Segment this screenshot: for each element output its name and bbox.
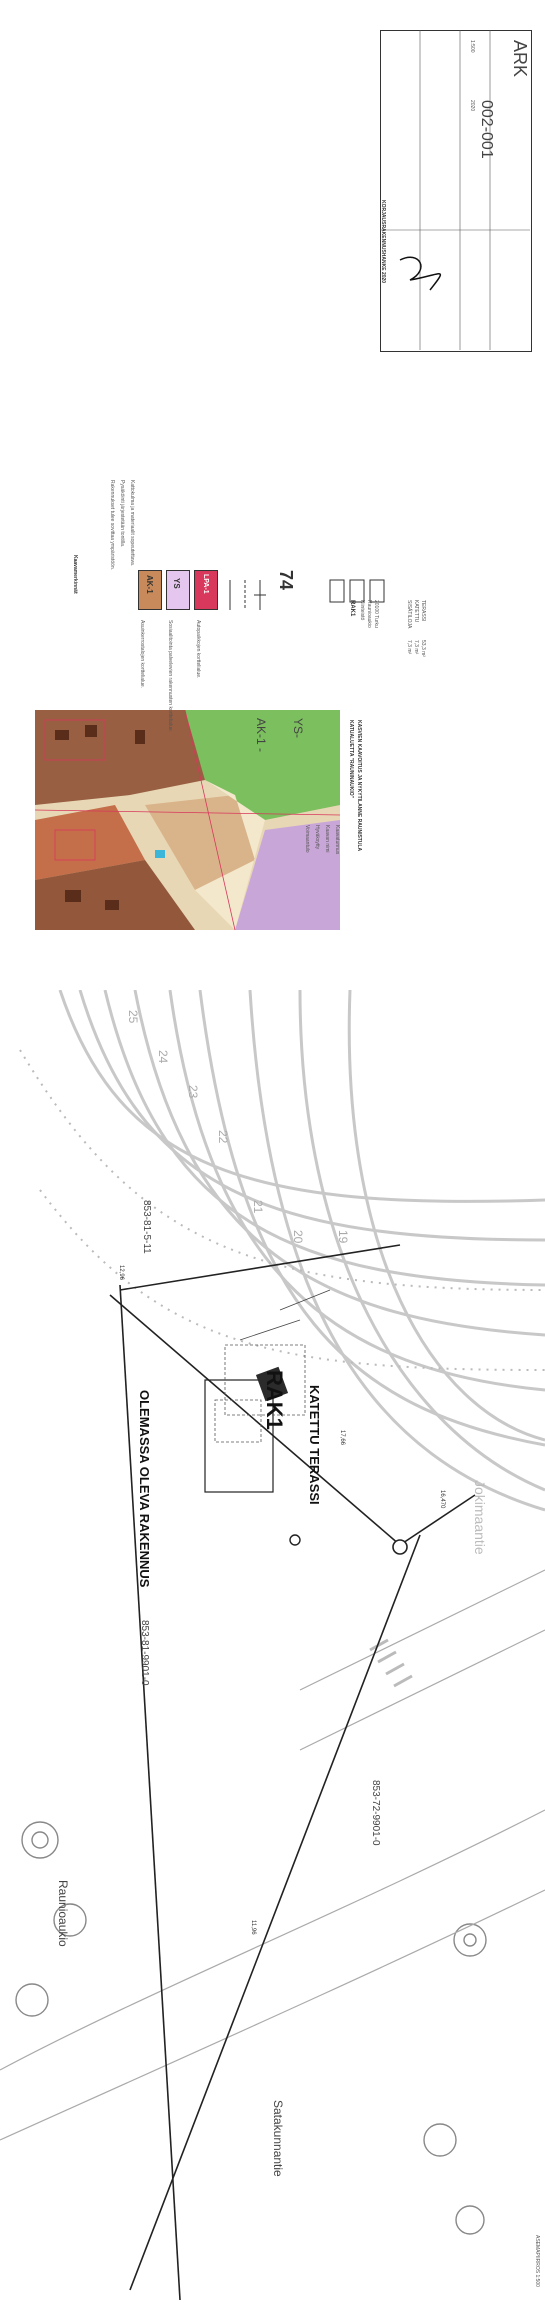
- contour-21: 21: [251, 1200, 265, 1214]
- zoning-caption-1: KASVIEN KAAVOITUS JA NYKYTILANNE RAUNISTULA: [356, 720, 362, 852]
- note-2: Pysäköinti järjestetään tontilla.: [119, 480, 125, 548]
- discipline-code: ARK: [510, 40, 530, 78]
- contour-22: 22: [216, 1130, 230, 1144]
- address-line-3: 20100 Turku: [373, 600, 379, 628]
- zoning-meta-3: Hyväksytty: [314, 825, 320, 850]
- corner-note: ASEMAPIIRROS 1:500: [534, 2235, 540, 2287]
- dimension-1: 12,96: [118, 1265, 124, 1281]
- rak1-label: RAK1: [262, 1370, 287, 1430]
- street-label-3: Jokimaantie: [472, 1480, 488, 1555]
- zoning-map: [35, 710, 340, 930]
- legend-number: 74: [276, 570, 296, 591]
- address-line-2: Raunioaukio: [366, 600, 372, 628]
- title-scale: 1:500: [469, 40, 475, 53]
- street-label-2: Satakunnantie: [271, 2100, 285, 2177]
- address-line-1: Kiinteistö: [359, 600, 365, 621]
- area-label-1: SISÄTILOJA: [406, 600, 412, 629]
- drawing-number: 002-001: [478, 100, 495, 159]
- existing-building-label: OLEMASSA OLEVA RAKENNUS: [137, 1390, 152, 1588]
- dimension-4: 11,96: [250, 1920, 256, 1935]
- area-value-2: 7,3 m²: [413, 640, 419, 655]
- title-header: KORJAUSRAKENNUSHANKE 2020: [380, 200, 386, 284]
- ys-badge: [166, 570, 190, 610]
- ys-badge-label: YS: [172, 578, 181, 589]
- dimension-2: 16,470: [439, 1490, 445, 1509]
- legend-item-2: Sosiaalitointa palvelevien rakennusten korttelialue.: [167, 620, 173, 733]
- zoning-meta-1: Kaavatunnus: [334, 825, 340, 855]
- note-1: Rakennukset tulee sovittaa ympäristöön.: [109, 480, 115, 571]
- ys-label: YS-: [291, 718, 305, 739]
- legend-item-1: Asuinkerrostalojen korttelialue.: [139, 620, 145, 689]
- contour-25: 25: [126, 1010, 140, 1024]
- title-date: 2020: [469, 100, 475, 112]
- street-label-1: Raunioaukio: [56, 1880, 70, 1947]
- contour-20: 20: [291, 1230, 305, 1244]
- parcel-label-3: 853-81-5-11: [141, 1200, 152, 1254]
- note-3: Kattokulma ja materiaalit sopeutettava.: [129, 480, 135, 567]
- ak-label: AK-1 -: [254, 718, 268, 753]
- zoning-meta-4: Voimaantulo: [304, 825, 310, 853]
- zoning-caption-2: KATUALUETTA "RAUNINAUKIO": [348, 720, 354, 798]
- area-label-3: TERASSI: [420, 600, 426, 622]
- area-value-3: 53,3 m²: [420, 640, 426, 657]
- parcel-label-1: 853-81-9901-0: [139, 1620, 150, 1686]
- area-label-2: KATETTU: [413, 600, 419, 623]
- contour-19: 19: [336, 1230, 350, 1244]
- legend-symbols: [220, 570, 390, 710]
- lpa-badge-label: LPA-1: [202, 574, 209, 594]
- ak-badge-label: AK-1: [145, 575, 154, 594]
- zoning-meta-2: Kaavan nimi: [324, 825, 330, 853]
- contour-24: 24: [156, 1050, 170, 1064]
- legend-title: Kaavamerkinnät: [72, 555, 78, 594]
- title-block-grid: [380, 30, 530, 350]
- parcel-label-2: 853-72-9901-0: [370, 1780, 381, 1846]
- address-heading: RAK1: [349, 600, 355, 617]
- area-value-1: 7,3 m²: [406, 640, 412, 655]
- contour-23: 23: [186, 1085, 200, 1099]
- dimension-3: 17,66: [339, 1430, 345, 1446]
- terrace-label: KATETTU TERASSI: [307, 1385, 322, 1505]
- legend-item-3: Autopaikkojen korttelialue.: [195, 620, 201, 679]
